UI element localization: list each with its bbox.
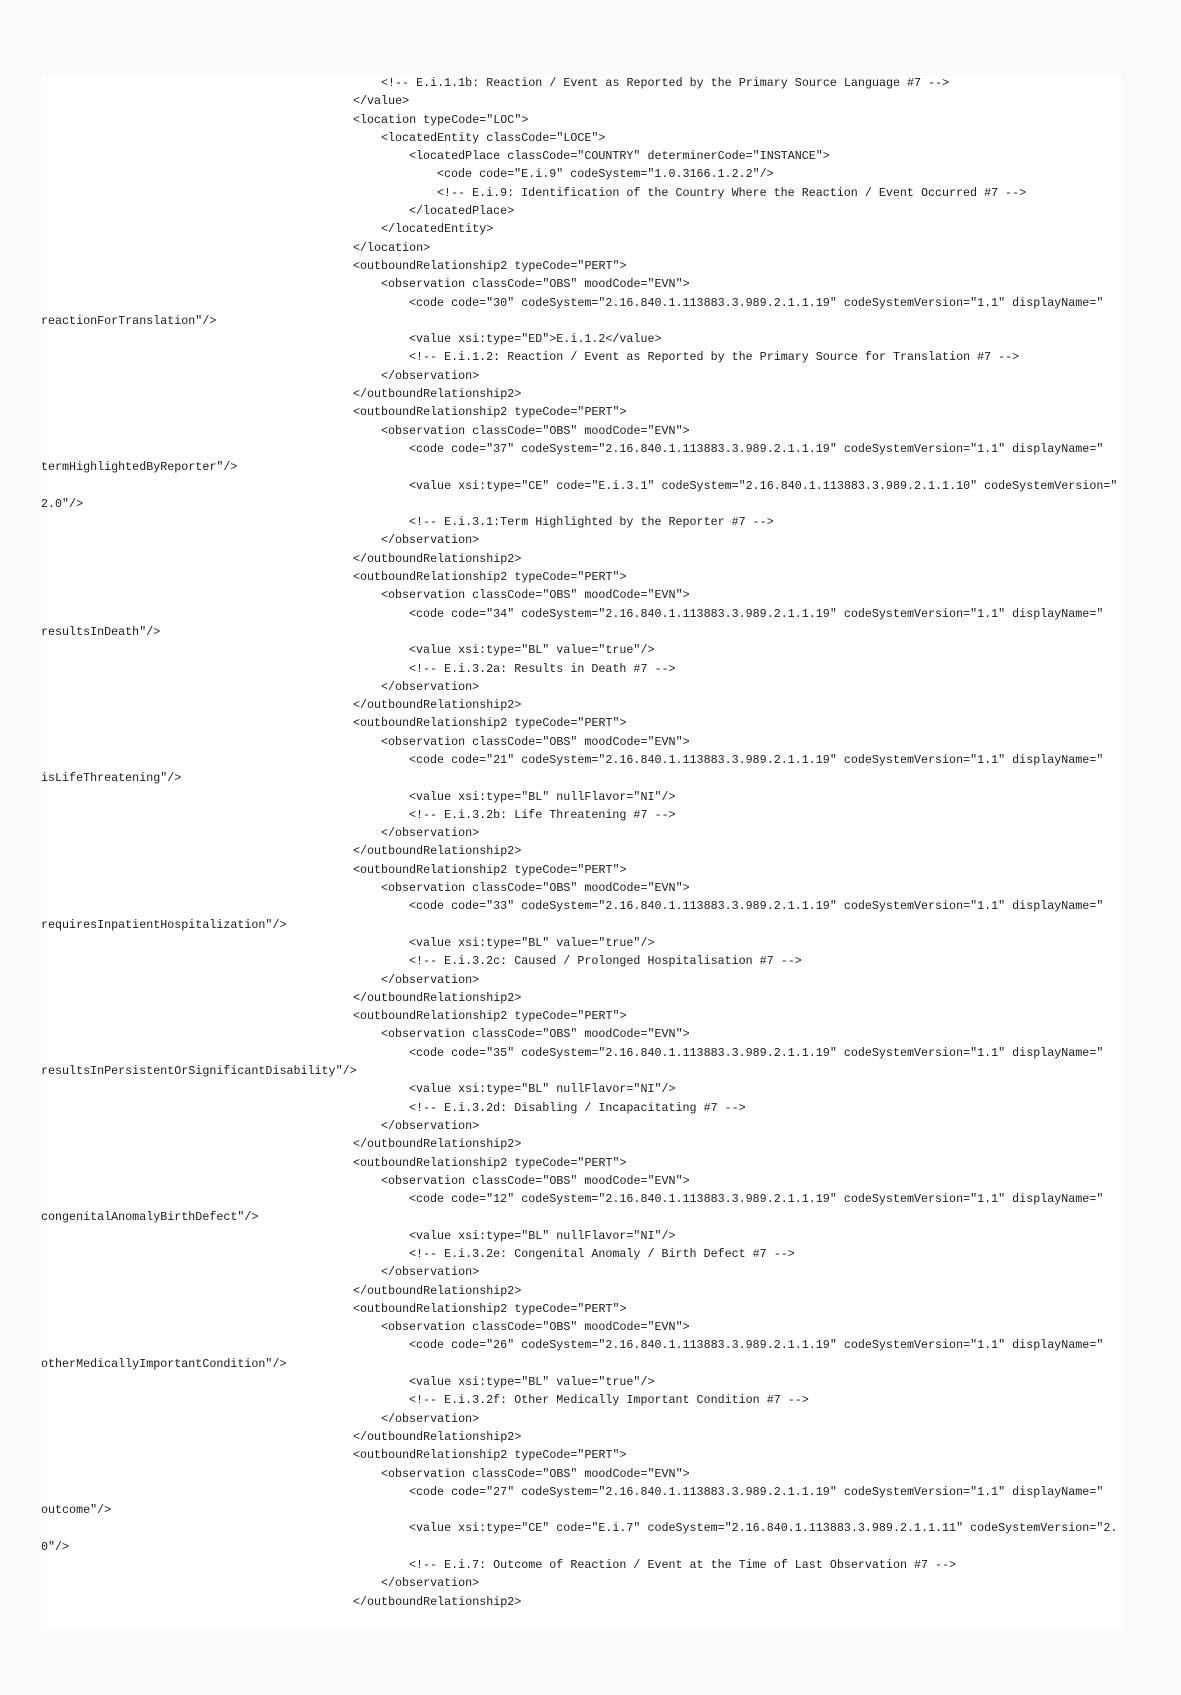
- code-line: <code code="E.i.9" codeSystem="1.0.3166.1.2.2"/>: [437, 167, 774, 182]
- code-line: <value xsi:type="BL" nullFlavor="NI"/>: [409, 1082, 676, 1097]
- code-line: </outboundRelationship2>: [353, 1283, 522, 1298]
- code-line: <observation classCode="OBS" moodCode="EVN">: [381, 1320, 690, 1335]
- code-line: <value xsi:type="CE" code="E.i.3.1" codeSystem="2.16.840.1.113883.3.989.2.1.1.10" codeSystemVersion=": [409, 478, 1118, 493]
- code-line: <outboundRelationship2 typeCode="PERT">: [353, 1448, 627, 1463]
- code-line-wrapped: outcome"/>: [41, 1503, 112, 1518]
- code-line: <observation classCode="OBS" moodCode="EVN">: [381, 588, 690, 603]
- code-line: <outboundRelationship2 typeCode="PERT">: [353, 405, 627, 420]
- code-line: <!-- E.i.9: Identification of the Country Where the Reaction / Event Occurred #7 -->: [437, 185, 1027, 200]
- code-line-wrapped: otherMedicallyImportantCondition"/>: [41, 1356, 287, 1371]
- code-line: </locatedEntity>: [381, 222, 494, 237]
- code-line: </observation>: [381, 1118, 480, 1133]
- code-line: </outboundRelationship2>: [353, 698, 522, 713]
- code-line: <value xsi:type="BL" nullFlavor="NI"/>: [409, 1228, 676, 1243]
- code-line: <outboundRelationship2 typeCode="PERT">: [353, 258, 627, 273]
- code-line: <outboundRelationship2 typeCode="PERT">: [353, 1155, 627, 1170]
- code-line: <value xsi:type="BL" value="true"/>: [409, 1375, 655, 1390]
- code-line: <!-- E.i.1.1b: Reaction / Event as Reported by the Primary Source Language #7 -->: [381, 76, 950, 90]
- code-line: <code code="37" codeSystem="2.16.840.1.113883.3.989.2.1.1.19" codeSystemVersion="1.1" displayName=": [409, 441, 1104, 456]
- code-line: <outboundRelationship2 typeCode="PERT">: [353, 570, 627, 585]
- code-line: </observation>: [381, 826, 480, 841]
- code-line: <outboundRelationship2 typeCode="PERT">: [353, 862, 627, 877]
- code-line: <observation classCode="OBS" moodCode="EVN">: [381, 881, 690, 896]
- code-line: <!-- E.i.3.2b: Life Threatening #7 -->: [409, 807, 676, 822]
- code-line: <!-- E.i.3.1:Term Highlighted by the Reporter #7 -->: [409, 515, 774, 530]
- code-line: <code code="27" codeSystem="2.16.840.1.113883.3.989.2.1.1.19" codeSystemVersion="1.1" displayName=": [409, 1484, 1104, 1499]
- code-line: <code code="26" codeSystem="2.16.840.1.113883.3.989.2.1.1.19" codeSystemVersion="1.1" displayName=": [409, 1338, 1104, 1353]
- code-line-wrapped: congenitalAnomalyBirthDefect"/>: [41, 1210, 259, 1225]
- code-line-wrapped: 0"/>: [41, 1539, 70, 1554]
- code-line-wrapped: requiresInpatientHospitalization"/>: [41, 917, 287, 932]
- code-line: <code code="34" codeSystem="2.16.840.1.113883.3.989.2.1.1.19" codeSystemVersion="1.1" displayName=": [409, 606, 1104, 621]
- code-line-wrapped: termHighlightedByReporter"/>: [41, 460, 238, 475]
- code-line-wrapped: 2.0"/>: [41, 496, 84, 511]
- code-line: </observation>: [381, 1265, 480, 1280]
- code-line: <observation classCode="OBS" moodCode="EVN">: [381, 277, 690, 292]
- code-line: </value>: [353, 94, 410, 109]
- code-line-wrapped: resultsInDeath"/>: [41, 624, 161, 639]
- code-line: <!-- E.i.3.2e: Congenital Anomaly / Birth Defect #7 -->: [409, 1247, 795, 1261]
- code-line: <locatedEntity classCode="LOCE">: [381, 130, 606, 145]
- document-page: [41, 76, 1123, 1631]
- code-line-wrapped: reactionForTranslation"/>: [41, 313, 217, 328]
- xml-code-listing: [41, 74, 1181, 1611]
- code-line: </observation>: [381, 972, 480, 987]
- code-line: <value xsi:type="BL" nullFlavor="NI"/>: [409, 789, 676, 804]
- code-line: <!-- E.i.1.2: Reaction / Event as Reported by the Primary Source for Translation #7 -->: [409, 350, 1020, 365]
- code-line: </outboundRelationship2>: [353, 1137, 522, 1152]
- code-line: <value xsi:type="BL" value="true"/>: [409, 935, 655, 950]
- code-line: <outboundRelationship2 typeCode="PERT">: [353, 1301, 627, 1316]
- code-line: <value xsi:type="CE" code="E.i.7" codeSystem="2.16.840.1.113883.3.989.2.1.1.11" codeSystemVersion="2.: [409, 1521, 1118, 1536]
- code-line: <outboundRelationship2 typeCode="PERT">: [353, 716, 627, 731]
- code-line: </locatedPlace>: [409, 204, 515, 219]
- code-line: <locatedPlace classCode="COUNTRY" determinerCode="INSTANCE">: [409, 149, 830, 164]
- code-line: <!-- E.i.3.2f: Other Medically Important Condition #7 -->: [409, 1393, 809, 1408]
- code-line: <observation classCode="OBS" moodCode="EVN">: [381, 423, 690, 438]
- code-line: <code code="12" codeSystem="2.16.840.1.113883.3.989.2.1.1.19" codeSystemVersion="1.1" displayName=": [409, 1192, 1104, 1207]
- code-line: </outboundRelationship2>: [353, 1594, 522, 1609]
- code-line: <code code="33" codeSystem="2.16.840.1.113883.3.989.2.1.1.19" codeSystemVersion="1.1" displayName=": [409, 899, 1104, 914]
- code-line: <value xsi:type="ED">E.i.1.2</value>: [409, 332, 662, 347]
- code-line-wrapped: resultsInPersistentOrSignificantDisability"/>: [41, 1064, 357, 1079]
- code-line: <!-- E.i.3.2a: Results in Death #7 -->: [409, 661, 676, 676]
- code-line: </observation>: [381, 1576, 480, 1591]
- code-line: <location typeCode="LOC">: [353, 112, 529, 127]
- code-line: </outboundRelationship2>: [353, 990, 522, 1005]
- code-line: </location>: [353, 240, 431, 255]
- code-line: <!-- E.i.3.2d: Disabling / Incapacitating #7 -->: [409, 1100, 746, 1115]
- code-line: <code code="30" codeSystem="2.16.840.1.113883.3.989.2.1.1.19" codeSystemVersion="1.1" displayName=": [409, 295, 1104, 310]
- code-line: <!-- E.i.7: Outcome of Reaction / Event at the Time of Last Observation #7 -->: [409, 1558, 957, 1573]
- code-line: </observation>: [381, 1411, 480, 1426]
- code-line: <!-- E.i.3.2c: Caused / Prolonged Hospitalisation #7 -->: [409, 954, 802, 969]
- code-line: <code code="21" codeSystem="2.16.840.1.113883.3.989.2.1.1.19" codeSystemVersion="1.1" displayName=": [409, 752, 1104, 767]
- code-line: </observation>: [381, 368, 480, 383]
- code-line-wrapped: isLifeThreatening"/>: [41, 771, 182, 786]
- code-line: <outboundRelationship2 typeCode="PERT">: [353, 1009, 627, 1024]
- code-line: <observation classCode="OBS" moodCode="EVN">: [381, 1173, 690, 1188]
- code-line: </observation>: [381, 679, 480, 694]
- code-line: <value xsi:type="BL" value="true"/>: [409, 643, 655, 658]
- code-line: <code code="35" codeSystem="2.16.840.1.113883.3.989.2.1.1.19" codeSystemVersion="1.1" displayName=": [409, 1045, 1104, 1060]
- code-line: <observation classCode="OBS" moodCode="EVN">: [381, 1466, 690, 1481]
- code-line: <observation classCode="OBS" moodCode="EVN">: [381, 734, 690, 749]
- code-line: <observation classCode="OBS" moodCode="EVN">: [381, 1027, 690, 1042]
- code-line: </outboundRelationship2>: [353, 844, 522, 859]
- code-line: </observation>: [381, 533, 480, 548]
- code-line: </outboundRelationship2>: [353, 1429, 522, 1444]
- code-line: </outboundRelationship2>: [353, 387, 522, 402]
- code-line: </outboundRelationship2>: [353, 551, 522, 566]
